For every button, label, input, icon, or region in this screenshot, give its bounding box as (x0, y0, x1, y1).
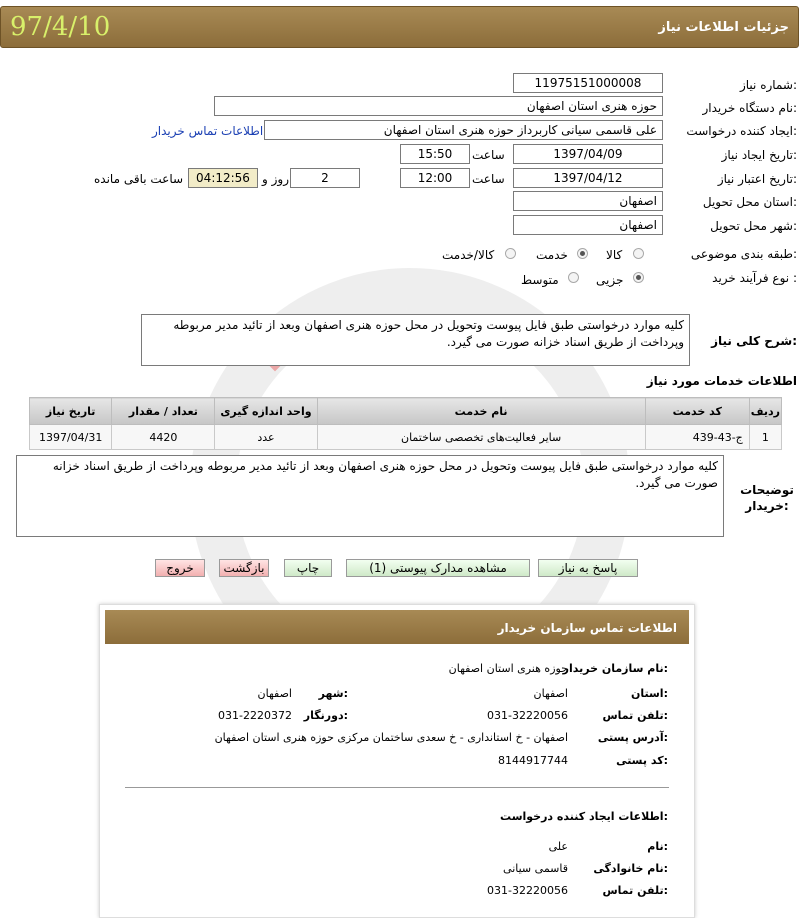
page-header (0, 0, 811, 52)
remaining-days-field: 2 (290, 168, 360, 188)
category-service-label: خدمت (536, 248, 568, 262)
province-label: استان محل تحویل: (702, 195, 797, 209)
need-number-label: شماره نیاز: (739, 78, 797, 92)
org-label: نام سازمان خریدار: (562, 662, 668, 675)
contact-card-header (105, 610, 689, 644)
requester-label: ایجاد کننده درخواست: (686, 124, 797, 138)
services-title: اطلاعات خدمات مورد نیاز (646, 374, 797, 388)
city-field: اصفهان (513, 215, 663, 235)
buyer-org-field: حوزه هنری استان اصفهان (214, 96, 663, 116)
cell-quantity: 4420 (112, 425, 215, 450)
city-label: شهر محل تحویل: (710, 219, 797, 233)
reply-button[interactable]: پاسخ به نیاز (538, 559, 638, 577)
org-value: حوزه هنری استان اصفهان (448, 662, 568, 675)
days-label: روز و (262, 172, 289, 186)
purchase-minor-label: جزیی (596, 273, 624, 287)
contact-card (99, 604, 695, 918)
category-goods-label: کالا (606, 248, 623, 262)
contact-card-title: اطلاعات تماس سازمان خریدار (497, 621, 677, 635)
fax-value: 031-2220372 (218, 709, 292, 722)
postal-value: 8144917744 (498, 754, 568, 767)
page-title: جزئیات اطلاعات نیاز (658, 20, 789, 35)
created-date-label: تاریخ ایجاد نیاز: (721, 148, 797, 162)
created-date-field: 1397/04/09 (513, 144, 663, 164)
cell-service-code: ج-43-439 (645, 425, 749, 450)
creator-phone-key: تلفن تماس: (602, 884, 668, 897)
validity-time-field: 12:00 (400, 168, 470, 188)
description-label: شرح کلی نیاز: (711, 334, 797, 348)
cell-service-name: سایر فعالیت‌های تخصصی ساختمان (317, 425, 645, 450)
province-field: اصفهان (513, 191, 663, 211)
col-service-name: نام خدمت (317, 398, 645, 425)
address-value: اصفهان - خ استانداری - خ سعدی ساختمان مرکزی حوزه هنری استان اصفهان (214, 731, 568, 744)
divider (125, 787, 669, 788)
category-both-radio[interactable] (505, 248, 516, 259)
postal-key: کد پستی: (616, 754, 668, 767)
validity-time-label: ساعت (472, 172, 505, 186)
name-key: نام: (647, 840, 668, 853)
buyer-org-label: نام دستگاه خریدار: (702, 101, 797, 115)
purchase-type-label: نوع فرآیند خرید : (712, 271, 797, 285)
col-quantity: تعداد / مقدار (112, 398, 215, 425)
validity-date-label: تاریخ اعتبار نیاز: (717, 172, 797, 186)
validity-date-field: 1397/04/12 (513, 168, 663, 188)
category-goods-radio[interactable] (633, 248, 644, 259)
header-date: 97/4/10 (10, 12, 111, 42)
back-button[interactable]: بازگشت (219, 559, 269, 577)
phone-key: تلفن تماس: (602, 709, 668, 722)
print-button[interactable]: چاپ (284, 559, 332, 577)
col-need-date: تاریخ نیاز (30, 398, 112, 425)
name-value: علی (548, 840, 568, 853)
table-row (30, 425, 782, 450)
need-number-field: 11975151000008 (513, 73, 663, 93)
buyer-notes-label: توضیحات خریدار: (740, 483, 794, 513)
city-key: شهر: (318, 687, 348, 700)
creator-phone-value: 031-32220056 (487, 884, 568, 897)
province-key: استان: (630, 687, 668, 700)
services-table (29, 397, 782, 450)
category-label: طبقه بندی موضوعی: (690, 247, 797, 261)
col-service-code: کد خدمت (645, 398, 749, 425)
category-both-label: کالا/خدمت (442, 248, 495, 262)
family-value: قاسمی سیانی (503, 862, 568, 875)
city-value: اصفهان (257, 687, 292, 700)
col-row: ردیف (749, 398, 781, 425)
description-text: کلیه موارد درخواستی طبق فایل پیوست وتحویل در محل حوزه هنری اصفهان وبعد از تائید مدیر مربوطه وپرداخت از طریق اسناد خزانه صورت می گیرد. (141, 314, 690, 366)
remaining-label: ساعت باقی مانده (94, 172, 184, 186)
created-time-label: ساعت (472, 148, 505, 162)
phone-value: 031-32220056 (487, 709, 568, 722)
buyer-contact-link[interactable]: اطلاعات تماس خریدار (152, 124, 264, 138)
family-key: نام خانوادگی: (593, 862, 668, 875)
purchase-minor-radio[interactable] (633, 272, 644, 283)
fax-key: دورنگار: (303, 709, 348, 722)
province-value: اصفهان (533, 687, 568, 700)
attachments-button[interactable]: مشاهده مدارک پیوستی (1) (346, 559, 530, 577)
cell-need-date: 1397/04/31 (30, 425, 112, 450)
purchase-medium-radio[interactable] (568, 272, 579, 283)
exit-button[interactable]: خروج (155, 559, 205, 577)
buyer-notes-text: کلیه موارد درخواستی طبق فایل پیوست وتحویل در محل حوزه هنری اصفهان وبعد از تائید مدیر مربوطه وپرداخت از طریق اسناد خزانه صورت می گیرد. (16, 455, 724, 537)
creator-title: اطلاعات ایجاد کننده درخواست: (500, 810, 668, 823)
services-header-row (30, 398, 782, 425)
col-unit: واحد اندازه گیری (215, 398, 317, 425)
address-key: آدرس پستی: (597, 731, 668, 744)
requester-field: علی قاسمی سیانی کاربرداز حوزه هنری استان اصفهان (264, 120, 663, 140)
created-time-field: 15:50 (400, 144, 470, 164)
cell-unit: عدد (215, 425, 317, 450)
category-service-radio[interactable] (577, 248, 588, 259)
cell-row: 1 (749, 425, 781, 450)
purchase-medium-label: متوسط (521, 273, 559, 287)
remaining-time-field: 04:12:56 (188, 168, 258, 188)
